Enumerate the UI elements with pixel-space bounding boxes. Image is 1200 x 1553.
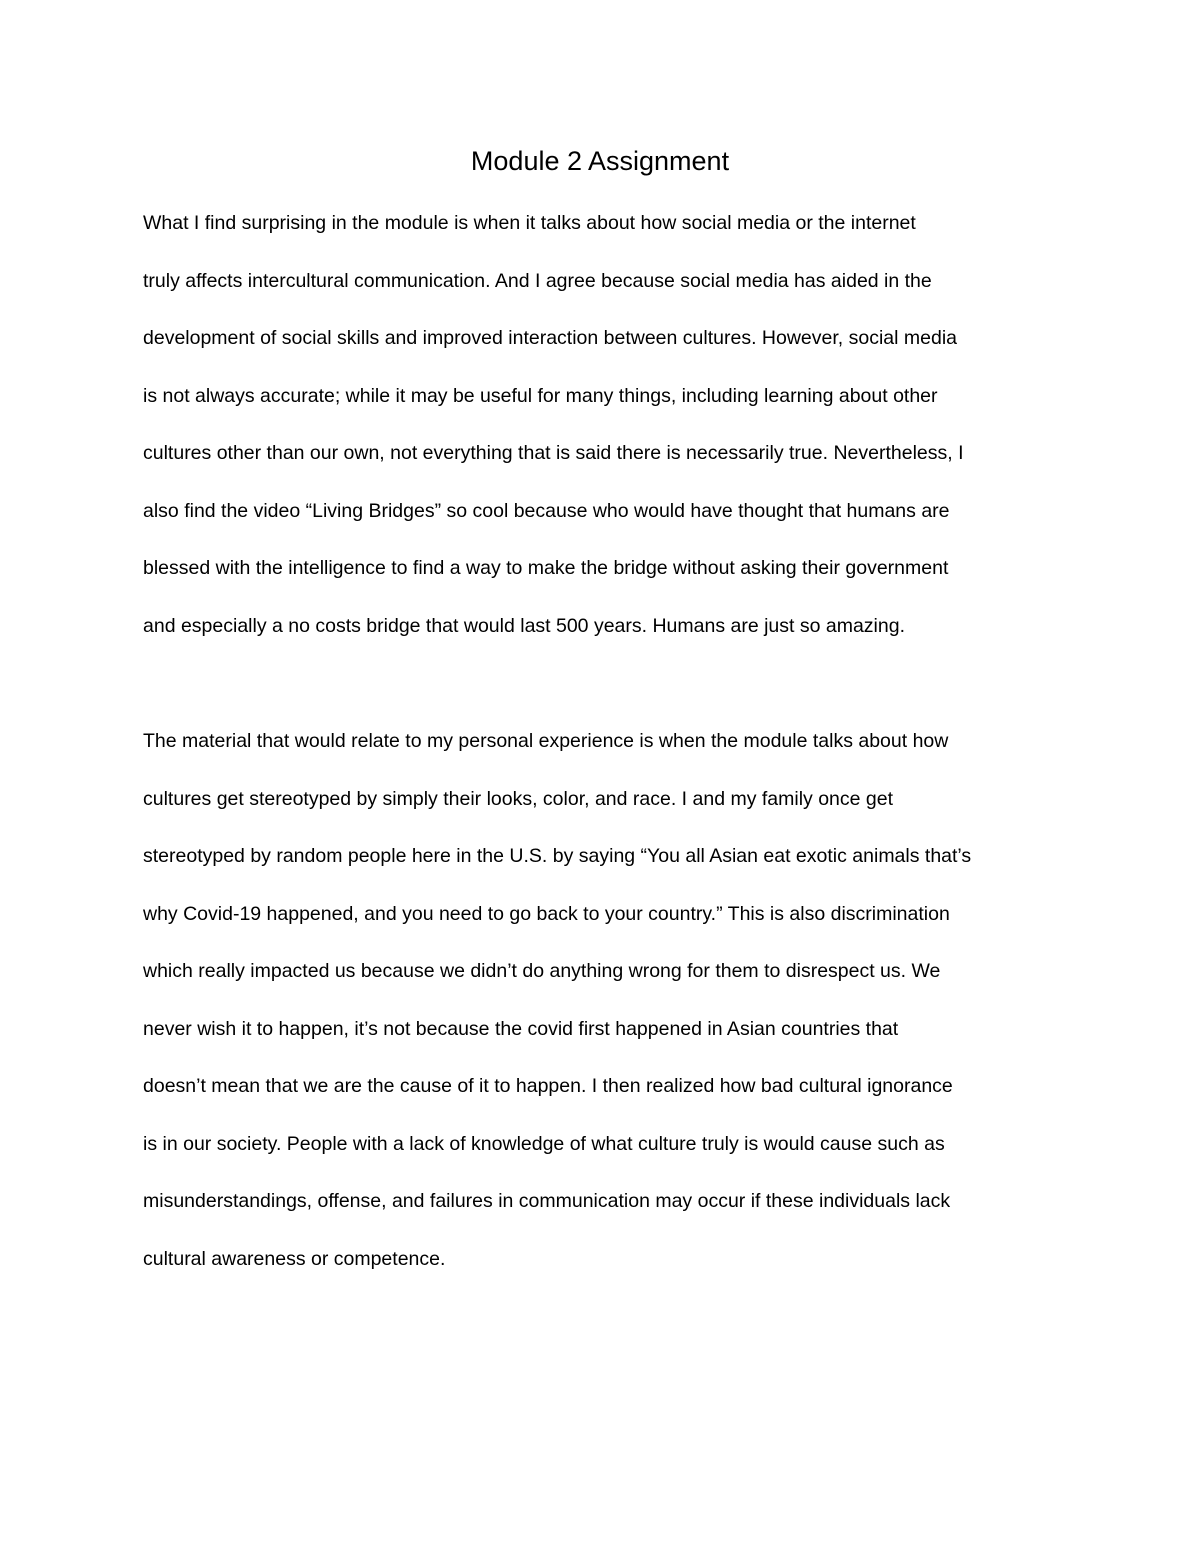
text-line: cultures other than our own, not everything that is said there is necessarily true. Nevertheless, I <box>143 442 964 464</box>
document-title: Module 2 Assignment <box>470 146 730 176</box>
text-line: blessed with the intelligence to find a way to make the bridge without asking their government <box>143 557 949 579</box>
text-line: cultures get stereotyped by simply their looks, color, and race. I and my family once get <box>143 787 894 810</box>
text-line: development of social skills and improved interaction between cultures. However, social media <box>143 327 957 349</box>
text-line: misunderstandings, offense, and failures in communication may occur if these individuals lack <box>143 1190 951 1212</box>
text-line: What I find surprising in the module is when it talks about how social media or the internet <box>143 212 916 234</box>
text-line: also find the video “Living Bridges” so cool because who would have thought that humans are <box>143 499 950 522</box>
text-line: is in our society. People with a lack of knowledge of what culture truly is would cause such as <box>143 1132 945 1155</box>
text-line: stereotyped by random people here in the U.S. by saying “You all Asian eat exotic animals that’s <box>143 845 972 867</box>
paragraph-1 <box>143 195 1083 655</box>
text-line: cultural awareness or competence. <box>143 1247 446 1270</box>
text-line: never wish it to happen, it’s not because the covid first happened in Asian countries that <box>143 1017 899 1040</box>
text-line: The material that would relate to my personal experience is when the module talks about how <box>143 730 949 752</box>
text-line: and especially a no costs bridge that would last 500 years. Humans are just so amazing. <box>143 614 905 637</box>
text-line: doesn’t mean that we are the cause of it to happen. I then realized how bad cultural ignorance <box>143 1075 953 1097</box>
paragraph-2 <box>143 713 1083 1288</box>
text-line: why Covid-19 happened, and you need to go back to your country.” This is also discrimination <box>143 902 950 925</box>
text-line: truly affects intercultural communication. And I agree because social media has aided in the <box>143 269 932 292</box>
text-line: which really impacted us because we didn’t do anything wrong for them to disrespect us. We <box>143 960 941 982</box>
text-line: is not always accurate; while it may be useful for many things, including learning about other <box>143 384 938 407</box>
document-title-row <box>0 141 1120 181</box>
